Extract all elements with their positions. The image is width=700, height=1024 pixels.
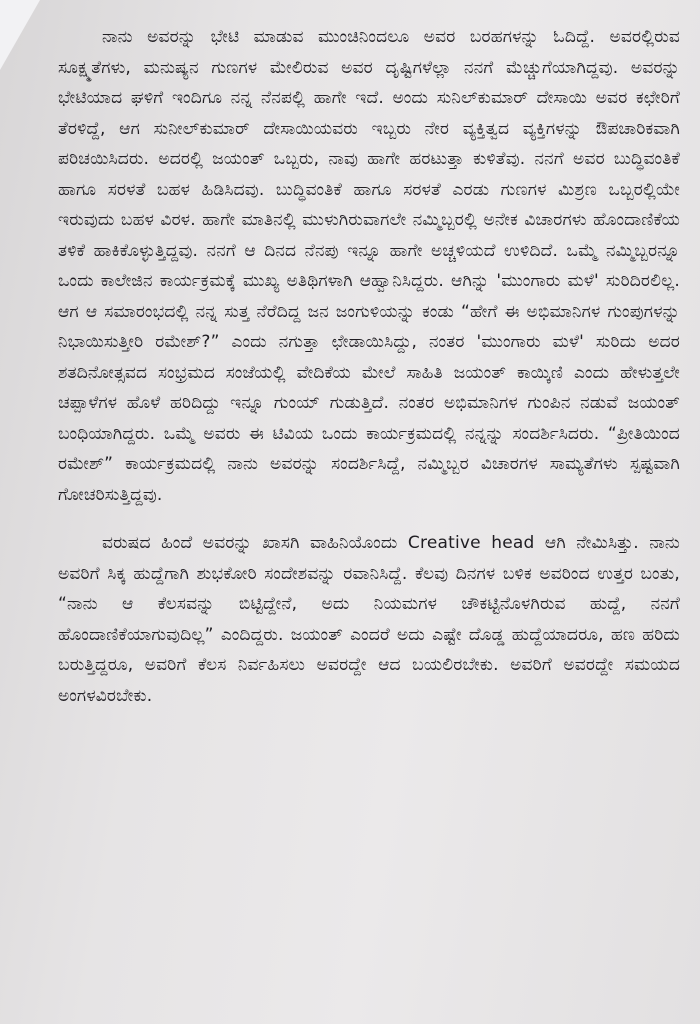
page-corner-background bbox=[0, 0, 40, 70]
page-text bbox=[58, 22, 680, 711]
paragraph-1: ನಾನು ಅವರನ್ನು ಭೇಟಿ ಮಾಡುವ ಮುಂಚಿನಿಂದಲೂ ಅವರ ಬರಹಗಳನ್ನು ಓದಿದ್ದೆ. ಅವರಲ್ಲಿರುವ ಸೂಕ್ಷ್ಮತೆಗಳು, ಮನುಷ್ಯನ ಗುಣಗಳ ಮೇಲಿರುವ ಅವರ ದೃಷ್ಟಿಗಳೆಲ್ಲಾ ನನಗೆ ಮೆಚ್ಚುಗೆಯಾಗಿದ್ದವು. ಅವರನ್ನು ಭೇಟಿಯಾದ ಘಳಿಗೆ ಇಂದಿಗೂ ನನ್ನ ನೆನಪಲ್ಲಿ ಹಾಗೇ ಇದೆ. ಅಂದು ಸುನಿಲ್‌ಕುಮಾರ್ ದೇಸಾಯಿ ಅವರ ಕಛೇರಿಗೆ ತೆರಳಿದ್ದೆ, ಆಗ ಸುನೀಲ್‌ಕುಮಾರ್ ದೇಸಾಯಿಯವರು ಇಬ್ಬರು ನೇರ ವ್ಯಕ್ತಿತ್ವದ ವ್ಯಕ್ತಿಗಳನ್ನು ಔಪಚಾರಿಕವಾಗಿ ಪರಿಚಯಿಸಿದರು. ಅದರಲ್ಲಿ ಜಯಂತ್ ಒಬ್ಬರು, ನಾವು ಹಾಗೇ ಹರಟುತ್ತಾ ಕುಳಿತೆವು. ನನಗೆ ಅವರ ಬುದ್ಧಿವಂತಿಕೆ ಹಾಗೂ ಸರಳತೆ ಬಹಳ ಹಿಡಿಸಿದವು. ಬುದ್ಧಿವಂತಿಕೆ ಹಾಗೂ ಸರಳತೆ ಎರಡು ಗುಣಗಳ ಮಿಶ್ರಣ ಒಬ್ಬರಲ್ಲಿಯೇ ಇರುವುದು ಬಹಳ ವಿರಳ. ಹಾಗೇ ಮಾತಿನಲ್ಲಿ ಮುಳುಗಿರುವಾಗಲೇ ನಮ್ಮಿಬ್ಬರಲ್ಲಿ ಅನೇಕ ವಿಚಾರಗಳು ಹೊಂದಾಣಿಕೆಯ ತಳಿಕೆ ಹಾಕಿಕೊಳ್ಳುತ್ತಿದ್ದವು. ನನಗೆ ಆ ದಿನದ ನೆನಪು ಇನ್ನೂ ಹಾಗೇ ಅಚ್ಚಳಿಯದೆ ಉಳಿದಿದೆ. ಒಮ್ಮೆ ನಮ್ಮಿಬ್ಬರನ್ನೂ ಒಂದು ಕಾಲೇಜಿನ ಕಾರ್ಯಕ್ರಮಕ್ಕೆ ಮುಖ್ಯ ಅತಿಥಿಗಳಾಗಿ ಆಹ್ವಾನಿಸಿದ್ದರು. ಆಗಿನ್ನು 'ಮುಂಗಾರು ಮಳೆ' ಸುರಿದಿರಲಿಲ್ಲ. ಆಗ ಆ ಸಮಾರಂಭದಲ್ಲಿ ನನ್ನ ಸುತ್ತ ನೆರೆದಿದ್ದ ಜನ ಜಂಗುಳಿಯನ್ನು ಕಂಡು “ಹೇಗೆ ಈ ಅಭಿಮಾನಿಗಳ ಗುಂಪುಗಳನ್ನು ನಿಭಾಯಿಸುತ್ತೀರಿ ರಮೇಶ್?” ಎಂದು ನಗುತ್ತಾ ಛೇಡಾಯಿಸಿದ್ದು, ನಂತರ 'ಮುಂಗಾರು ಮಳೆ' ಸುರಿದು ಅದರ ಶತದಿನೋತ್ಸವದ ಸಂಭ್ರಮದ ಸಂಜೆಯಲ್ಲಿ ವೇದಿಕೆಯ ಮೇಲೆ ಸಾಹಿತಿ ಜಯಂತ್ ಕಾಯ್ಕಿಣಿ ಎಂದು ಹೇಳುತ್ತಲೇ ಚಪ್ಪಾಳೆಗಳ ಹೊಳೆ ಹರಿದಿದ್ದು ಇನ್ನೂ ಗುಂಯ್ ಗುಡುತ್ತಿದೆ. ನಂತರ ಅಭಿಮಾನಿಗಳ ಗುಂಪಿನ ನಡುವೆ ಜಯಂತ್ ಬಂಧಿಯಾಗಿದ್ದರು. ಒಮ್ಮೆ ಅವರು ಈ ಟಿವಿಯ ಒಂದು ಕಾರ್ಯಕ್ರಮದಲ್ಲಿ ನನ್ನನ್ನು ಸಂದರ್ಶಿಸಿದರು. “ಪ್ರೀತಿಯಿಂದ ರಮೇಶ್” ಕಾರ್ಯಕ್ರಮದಲ್ಲಿ ನಾನು ಅವರನ್ನು ಸಂದರ್ಶಿಸಿದ್ದೆ, ನಮ್ಮಿಬ್ಬರ ವಿಚಾರಗಳ ಸಾಮ್ಯತೆಗಳು ಸ್ಪಷ್ಟವಾಗಿ ಗೋಚರಿಸುತ್ತಿದ್ದವು. bbox=[58, 27, 680, 505]
paragraph-2: ವರುಷದ ಹಿಂದೆ ಅವರನ್ನು ಖಾಸಗಿ ವಾಹಿನಿಯೊಂದು Creative head ಆಗಿ ನೇಮಿಸಿತ್ತು. ನಾನು ಅವರಿಗೆ ಸಿಕ್ಕ ಹುದ್ದೆಗಾಗಿ ಶುಭಕೋರಿ ಸಂದೇಶವನ್ನು ರವಾನಿಸಿದ್ದೆ. ಕೆಲವು ದಿನಗಳ ಬಳಿಕ ಅವರಿಂದ ಉತ್ತರ ಬಂತು, “ನಾನು ಆ ಕೆಲಸವನ್ನು ಬಿಟ್ಟಿದ್ದೇನೆ, ಅದು ನಿಯಮಗಳ ಚೌಕಟ್ಟಿನೊಳಗಿರುವ ಹುದ್ದೆ, ನನಗೆ ಹೊಂದಾಣಿಕೆಯಾಗುವುದಿಲ್ಲ” ಎಂದಿದ್ದರು. ಜಯಂತ್ ಎಂದರೆ ಅದು ಎಷ್ಟೇ ದೊಡ್ಡ ಹುದ್ದೆಯಾದರೂ, ಹಣ ಹರಿದು ಬರುತ್ತಿದ್ದರೂ, ಅವರಿಗೆ ಕೆಲಸ ನಿರ್ವಹಿಸಲು ಅವರದ್ದೇ ಆದ ಬಯಲಿರಬೇಕು. ಅವರಿಗೆ ಅವರದ್ದೇ ಸಮಯದ ಅಂಗಳವಿರಬೇಕು. bbox=[58, 533, 680, 706]
